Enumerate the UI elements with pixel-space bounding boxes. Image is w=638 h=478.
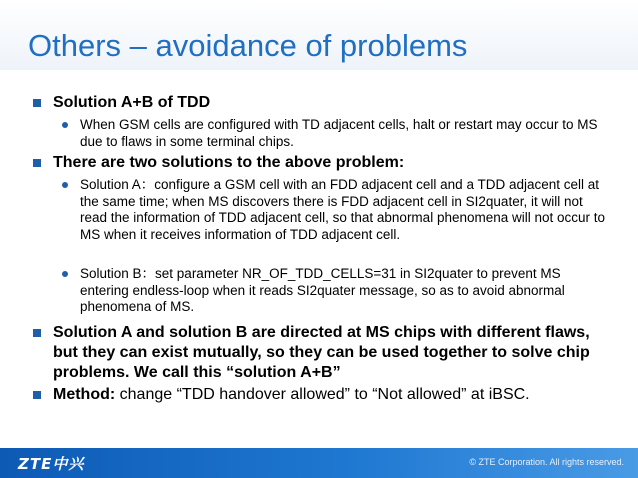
sub-bullet-text: Solution B：set parameter NR_OF_TDD_CELLS=31 in SI2quater to prevent MS entering endless-loop when it reads SI2quater message, so as to avoid abnormal phenomena of MS. [80, 266, 565, 314]
zte-logo: ZTE中兴 [18, 455, 85, 473]
square-bullet-icon [33, 159, 41, 167]
round-bullet-icon [62, 122, 68, 128]
bullet-text: Solution A and solution B are directed at MS chips with different flaws, but they can exist mutually, so they can be used together to solve chip problems. We call this “solution A+B” [53, 324, 590, 381]
footer-bar [0, 448, 638, 478]
bullet-text: Solution A+B of TDD [53, 94, 211, 111]
method-label: Method: [53, 386, 116, 403]
bullet-solution-a-and-b [35, 323, 605, 383]
square-bullet-icon [33, 391, 41, 399]
round-bullet-icon [62, 271, 68, 277]
square-bullet-icon [33, 99, 41, 107]
sub-bullet-halt-restart [62, 117, 610, 150]
round-bullet-icon [62, 182, 68, 188]
sub-bullet-solution-b [62, 266, 610, 316]
bullet-two-solutions [35, 153, 605, 173]
sub-bullet-text: When GSM cells are configured with TD adjacent cells, halt or restart may occur to MS due to flaws in some terminal chips. [80, 117, 598, 149]
bullet-solution-ab [35, 93, 605, 113]
square-bullet-icon [33, 329, 41, 337]
bullet-method [35, 385, 605, 405]
sub-bullet-text: Solution A：configure a GSM cell with an FDD adjacent cell and a TDD adjacent cell at the same time; when MS discovers there is FDD adjacent cell in SI2quater, it will not read the information of TDD adjacent cell, so that abnormal phenomena will not occur to MS when it receives information of TDD adjacent cell. [80, 177, 606, 242]
sub-bullet-solution-a [62, 177, 610, 243]
copyright-text: © ZTE Corporation. All rights reserved. [469, 457, 624, 467]
slide-title: Others – avoidance of problems [28, 28, 468, 63]
bullet-text: There are two solutions to the above problem: [53, 154, 405, 171]
method-text: change “TDD handover allowed” to “Not allowed” at iBSC. [115, 386, 530, 403]
